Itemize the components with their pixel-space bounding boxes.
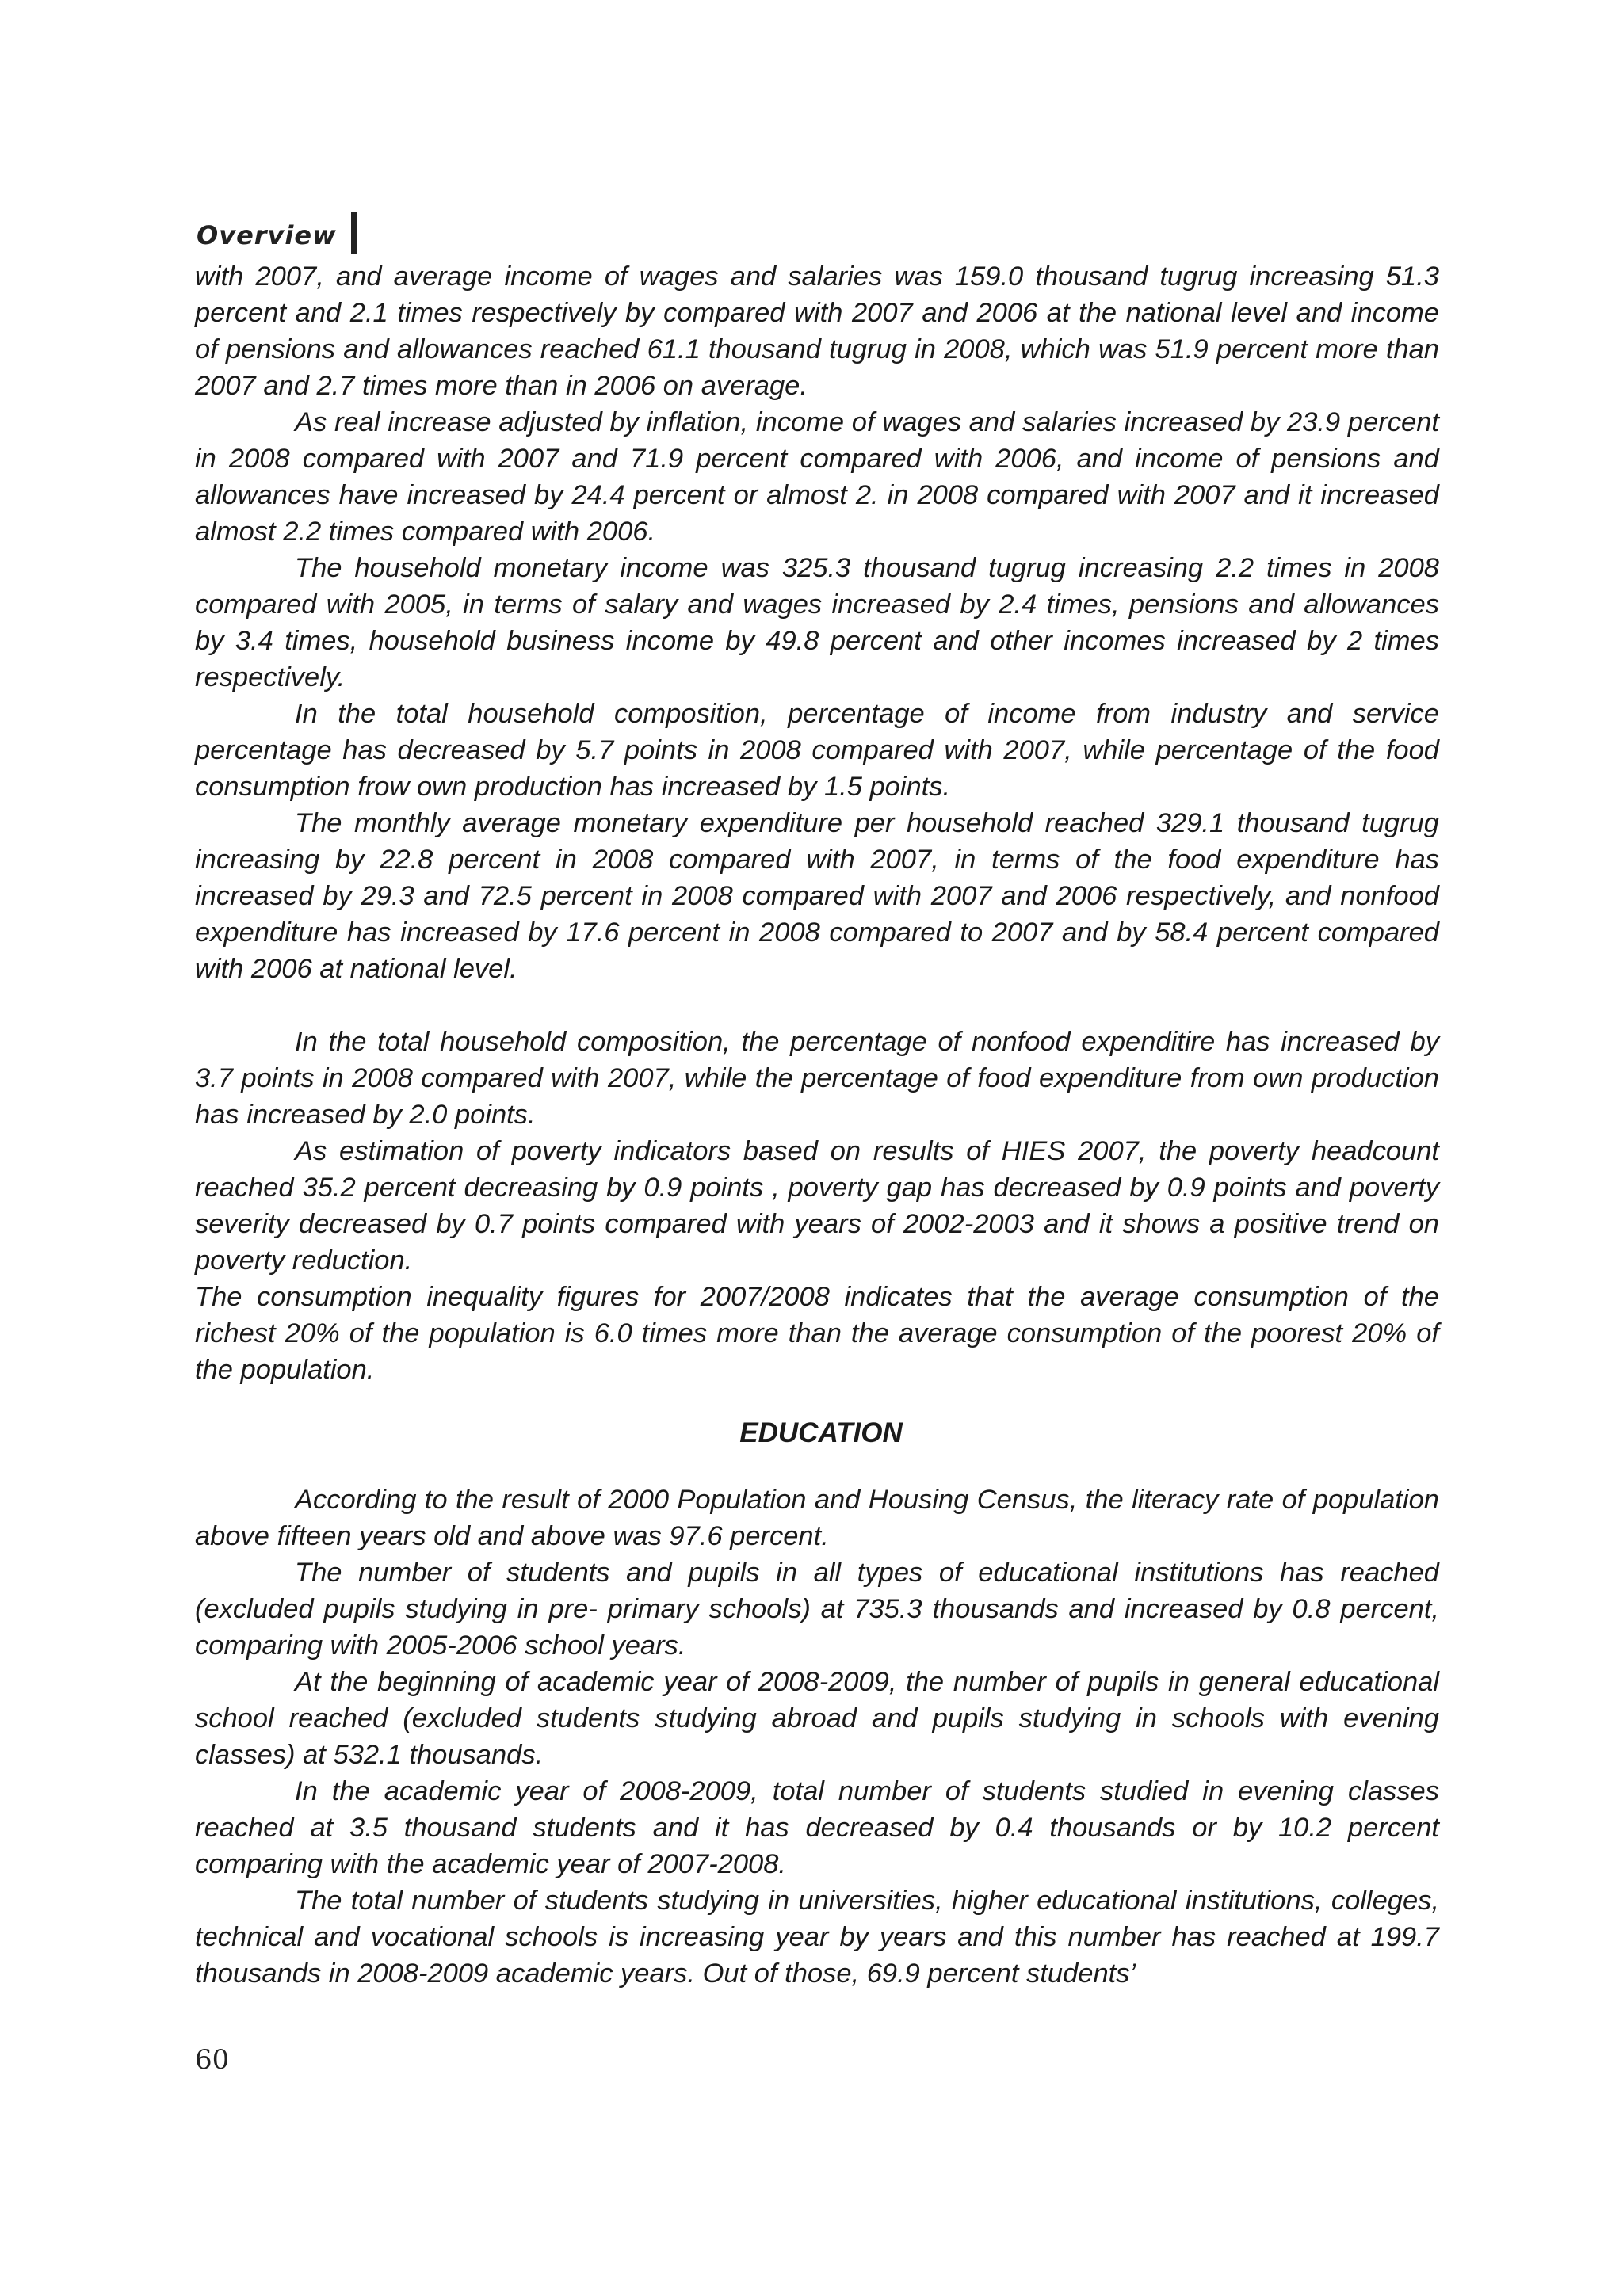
paragraph: At the beginning of academic year of 2008-2009, the number of pupils in general educational school reached (excluded students studying abroad and pupils studying in schools with evening classes) at 532.1 thousands. [195,1667,1439,1770]
paragraph: The household monetary income was 325.3 thousand tugrug increasing 2.2 times in 2008 compared with 2005, in terms of salary and wages increased by 2.4 times, pensions and allowances by 3.4 times, household business income by 49.8 percent and other incomes increased by 2 times respectively. [195,553,1439,692]
page-body [195,258,1439,1992]
section-heading: EDUCATION [739,1417,903,1448]
page-number: 60 [195,2044,230,2076]
paragraph: The total number of students studying in universities, higher educational institutions, colleges, technical and vocational schools is increasing year by years and this number has reached at 199.7 thousands in 2008-2009 academic years. Out of those, 69.9 percent students’ [195,1886,1439,1989]
header-divider-bar [351,212,357,254]
paragraph: In the total household composition, the percentage of nonfood expenditire has increased by 3.7 points in 2008 compared with 2007, while the percentage of food expenditure from own production has increased by 2.0 points. [195,1027,1439,1130]
paragraph: As real increase adjusted by inflation, income of wages and salaries increased by 23.9 percent in 2008 compared with 2007 and 71.9 percent compared with 2006, and income of pensions and allowances have increased by 24.4 percent or almost 2. in 2008 compared with 2007 and it increased almost 2.2 times compared with 2006. [195,407,1439,547]
paragraph-gap [195,987,1439,1024]
paragraph: In the academic year of 2008-2009, total number of students studied in evening classes reached at 3.5 thousand students and it has decreased by 0.4 thousands or by 10.2 percent comparing with the academic year of 2007-2008. [195,1776,1439,1879]
paragraph: with 2007, and average income of wages and salaries was 159.0 thousand tugrug increasing 51.3 percent and 2.1 times respectively by compared with 2007 and 2006 at the national level and income of pensions and allowances reached 61.1 thousand tugrug in 2008, which was 51.9 percent more than 2007 and 2.7 times more than in 2006 on average. [195,261,1439,401]
paragraph: In the total household composition, percentage of income from industry and service percentage has decreased by 5.7 points in 2008 compared with 2007, while percentage of the food consumption frow own production has increased by 1.5 points. [195,699,1439,802]
paragraph: The number of students and pupils in all types of educational institutions has reached (excluded pupils studying in pre- primary schools) at 735.3 thousands and increased by 0.8 percent, comparing with 2005-2006 school years. [195,1558,1439,1661]
paragraph: The consumption inequality figures for 2007/2008 indicates that the average consumption of the richest 20% of the population is 6.0 times more than the average consumption of the poorest 20% of the population. [195,1282,1439,1385]
page-header [197,212,357,250]
paragraph: As estimation of poverty indicators based on results of HIES 2007, the poverty headcount reached 35.2 percent decreasing by 0.9 points , poverty gap has decreased by 0.9 points and poverty severity decreased by 0.7 points compared with years of 2002-2003 and it shows a positive trend on poverty reduction. [195,1136,1439,1276]
paragraph: The monthly average monetary expenditure per household reached 329.1 thousand tugrug increasing by 22.8 percent in 2008 compared with 2007, in terms of the food expenditure has increased by 29.3 and 72.5 percent in 2008 compared with 2007 and 2006 respectively, and nonfood expenditure has increased by 17.6 percent in 2008 compared to 2007 and by 58.4 percent compared with 2006 at national level. [195,808,1439,984]
paragraph: According to the result of 2000 Population and Housing Census, the literacy rate of population above fifteen years old and above was 97.6 percent. [195,1485,1439,1551]
header-title: Overview [197,220,337,250]
